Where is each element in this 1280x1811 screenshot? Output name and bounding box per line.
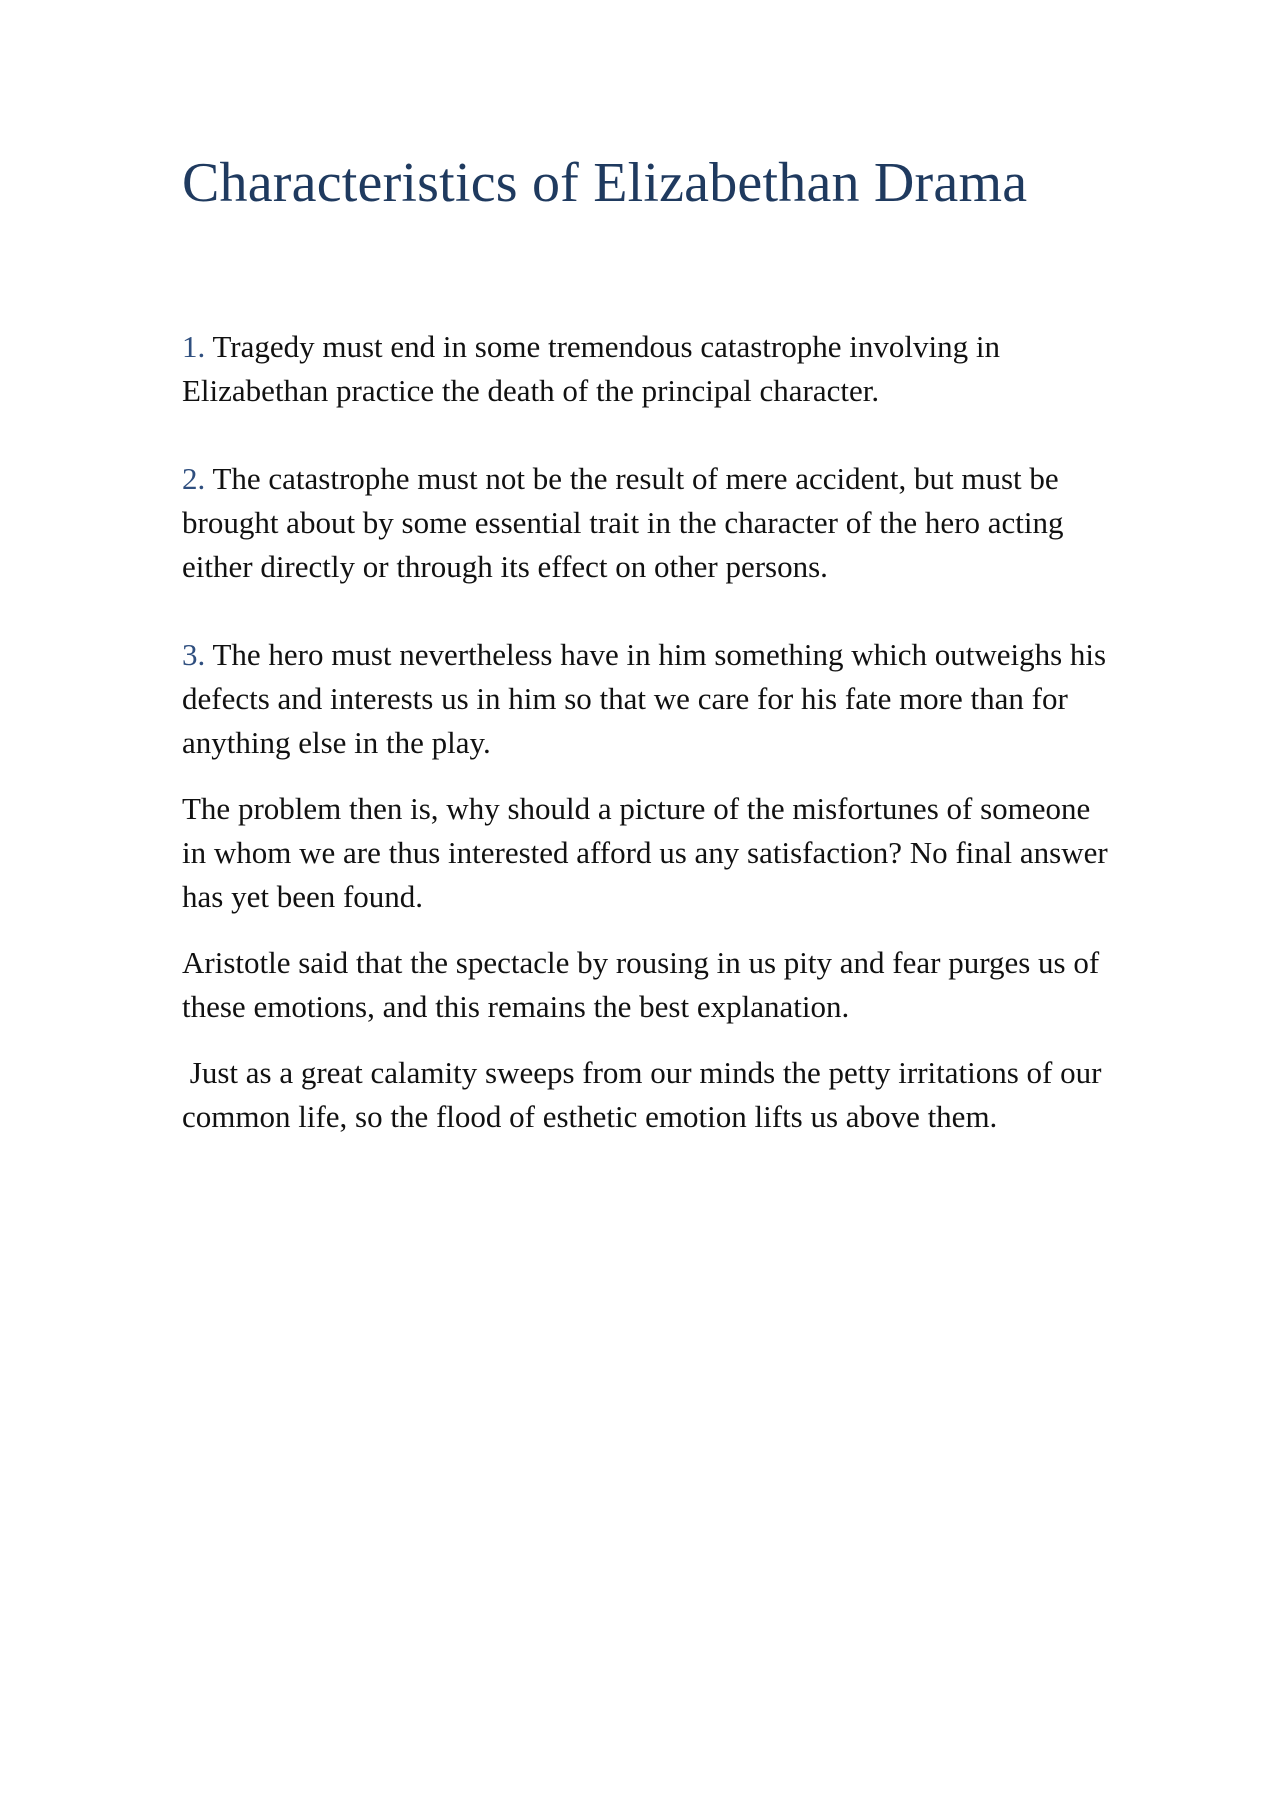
list-item-text: The catastrophe must not be the result of mere accident, but must be brought about by some essential trait in the character of the hero acting either directly or through its effect on other persons. [182, 461, 1064, 585]
list-item-number: 2. [182, 461, 206, 497]
body-paragraph: Aristotle said that the spectacle by rousing in us pity and fear purges us of these emotions, and this remains the best explanation. [182, 945, 1100, 1025]
body-paragraph: The problem then is, why should a picture of the misfortunes of someone in whom we are thus interested afford us any satisfaction? No final answer has yet been found. [182, 791, 1108, 915]
body-paragraphs [182, 787, 1112, 1139]
list-item-number: 1. [182, 329, 206, 365]
list-item [182, 633, 1112, 765]
list-item [182, 325, 1112, 413]
list-item-text: The hero must nevertheless have in him something which outweighs his defects and interests us in him so that we care for his fate more than for anything else in the play. [182, 637, 1107, 761]
list-item [182, 457, 1112, 589]
list-item-number: 3. [182, 637, 206, 673]
body-paragraph: Just as a great calamity sweeps from our minds the petty irritations of our common life, so the flood of esthetic emotion lifts us above them. [182, 1055, 1110, 1135]
document-title: Characteristics of Elizabethan Drama [182, 152, 1028, 214]
characteristics-list [182, 325, 1112, 765]
list-item-text: Tragedy must end in some tremendous catastrophe involving in Elizabethan practice the death of the principal character. [182, 329, 1000, 409]
document-content [182, 150, 1112, 1139]
